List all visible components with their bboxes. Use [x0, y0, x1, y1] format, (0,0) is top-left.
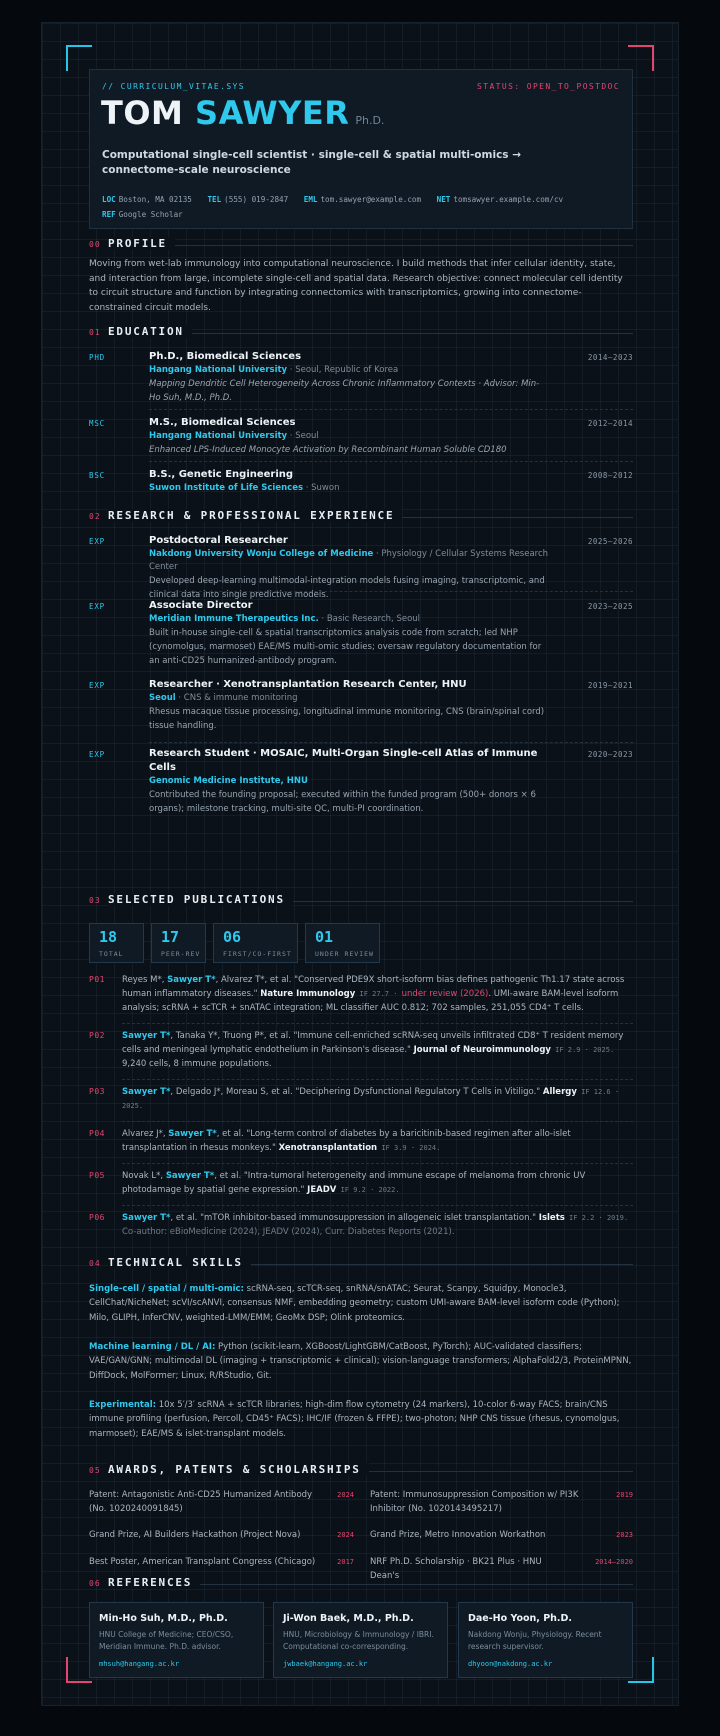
status-badge: STATUS: OPEN_TO_POSTDOC	[477, 82, 620, 91]
divider	[149, 591, 633, 592]
reference-description: HNU College of Medicine; CEO/CSO, Meridian Immune. Ph.D. advisor.	[99, 1630, 234, 1651]
section-awards: 05 AWARDS, PATENTS & SCHOLARSHIPS	[89, 1463, 633, 1479]
section-title: TECHNICAL SKILLS	[108, 1256, 251, 1269]
headline: Computational single-cell scientist · single-cell & spatial multi-omics → connectome-scale neuroscience	[102, 149, 521, 176]
section-profile: 00 PROFILE	[89, 237, 633, 253]
role-title: Research Student · MOSAIC, Multi-Organ Single-cell Atlas of Immune Cells	[149, 748, 538, 773]
organization: Meridian Immune Therapeutics Inc. · Basic Research, Seoul	[149, 614, 421, 624]
role-description: Built in-house single-cell & spatial transcriptomics analysis code from scratch; led NHP (cynomolgus, marmoset) EAE/MS multi-omic studies; oversaw regulatory documentation for an anti-CD25 humanized-antibody program.	[149, 628, 542, 666]
contact-scholar-link[interactable]: REF Google Scholar	[102, 210, 183, 219]
dates: 2014–2023	[587, 353, 633, 362]
section-title: RESEARCH & PROFESSIONAL EXPERIENCE	[108, 509, 402, 522]
page-title	[101, 94, 384, 132]
skill-group-ml: Machine learning / DL / AI: Python (scikit-learn, XGBoost/LightGBM/CatBoost, PyTorch); AUC-validated classifiers; VAE/GAN/GNN; multimodal DL (imaging + transcriptomic + clinical); vision-language transformers; AlphaFold2/3, ProteinMPNN, DiffDock, MolFormer; Linux, R/RStudio, Git.	[89, 1342, 632, 1381]
organization: Nakdong University Wonju College of Medicine · Physiology / Cellular Systems Research Center	[149, 549, 549, 572]
degree: M.S., Biomedical Sciences	[149, 417, 296, 428]
thesis-note: Enhanced LPS-Induced Monocyte Activation by Recombinant Human Soluble CD180	[149, 445, 507, 455]
coauthor-note: Co-author: eBioMedicine (2024), JEADV (2024), Curr. Diabetes Reports (2021).	[122, 1227, 455, 1238]
section-references: 06 REFERENCES	[89, 1576, 633, 1592]
corner-bracket-top-right	[628, 45, 654, 71]
reference-description: Nakdong Wonju, Physiology. Recent research supervisor.	[468, 1630, 602, 1651]
reference-name: Min-Ho Suh, M.D., Ph.D.	[99, 1613, 228, 1624]
dates: 2020–2023	[587, 750, 633, 759]
role-description: Rhesus macaque tissue processing, longitudinal immune monitoring, CNS (brain/spinal cord) tissue handling.	[149, 707, 545, 731]
first-name: TOM	[101, 94, 184, 132]
divider	[122, 1079, 633, 1080]
dates: 2019–2021	[587, 681, 633, 690]
corner-bracket-top-left	[66, 45, 92, 71]
school: Hangang National University · Seoul	[149, 431, 319, 441]
role-title: Postdoctoral Researcher	[149, 535, 288, 546]
award-item: Patent: Immunosuppression Composition w/ PI3K Inhibitor (No. 1020143495217) 2019	[370, 1490, 633, 1514]
section-experience: 02 RESEARCH & PROFESSIONAL EXPERIENCE	[89, 509, 633, 525]
header-card	[89, 69, 633, 229]
role-title: Researcher · Xenotransplantation Research Center, HNU	[149, 679, 467, 690]
award-item: Grand Prize, AI Builders Hackathon (Project Nova) 2024	[89, 1530, 354, 1540]
reference-email[interactable]: jwbaek@hangang.ac.kr	[283, 1660, 368, 1668]
divider	[122, 1121, 633, 1122]
contact-phone[interactable]: TEL (555) 019-2847	[207, 195, 289, 204]
section-title: EDUCATION	[108, 325, 192, 338]
dates: 2023–2025	[587, 602, 633, 611]
stat-under-review: 01 UNDER REVIEW	[305, 923, 380, 963]
sys-label: // CURRICULUM_VITAE.SYS	[102, 82, 245, 91]
role-description: Contributed the founding proposal; executed within the funded program (500+ donors × 6 organs); milestone tracking, multi-site QC, multi-PI coordination.	[149, 790, 536, 814]
organization: Seoul · CNS & immune monitoring	[149, 693, 298, 703]
stat-peer-reviewed: 17 PEER-REV	[151, 923, 206, 963]
credential: Ph.D.	[355, 114, 385, 127]
reference-card	[89, 1602, 264, 1678]
reference-description: HNU, Microbiology & Immunology / IBRI. Computational co-corresponding.	[283, 1630, 434, 1651]
reference-card	[273, 1602, 448, 1678]
school: Hangang National University · Seoul, Republic of Korea	[149, 365, 399, 375]
contact-list	[102, 192, 622, 222]
award-item: Patent: Antagonistic Anti-CD25 Humanized Antibody (No. 1020240091845) 2024	[89, 1490, 354, 1514]
award-item: Grand Prize, Metro Innovation Workathon 2023	[370, 1530, 633, 1540]
contact-location: LOC Boston, MA 02135	[102, 195, 192, 204]
divider	[122, 1205, 633, 1206]
organization: Genomic Medicine Institute, HNU	[149, 776, 308, 786]
section-education: 01 EDUCATION	[89, 325, 633, 341]
skill-group-omics: Single-cell / spatial / multi-omic: scRNA-seq, scTCR-seq, snRNA/snATAC; Seurat, Scanpy, Squidpy, Monocle3, CellChat/NicheNet; scVI/scANVI, consensus NMF, embedding geometry; custom UMI-aware BAM-level isoform code (Python); Milo, GLIPH, InferCNV, weighted-LMM/EMM; GeoMx DSP; Olink proteomics.	[89, 1284, 620, 1323]
section-publications: 03 SELECTED PUBLICATIONS	[89, 893, 633, 909]
stat-total: 18 TOTAL	[89, 923, 144, 963]
role-title: Associate Director	[149, 600, 253, 611]
section-title: REFERENCES	[108, 1576, 200, 1589]
last-name: SAWYER	[195, 94, 350, 132]
reference-name: Dae-Ho Yoon, Ph.D.	[468, 1613, 573, 1624]
divider	[149, 742, 633, 743]
contact-website[interactable]: NET tomsawyer.example.com/cv	[436, 195, 564, 204]
reference-email[interactable]: dhyoon@nakdong.ac.kr	[468, 1660, 553, 1668]
reference-card	[458, 1602, 633, 1678]
role-description: Developed deep-learning multimodal-integration models fusing imaging, transcriptomic, and clinical data into single predictive models.	[149, 576, 545, 600]
section-title: PROFILE	[108, 237, 175, 250]
degree: Ph.D., Biomedical Sciences	[149, 351, 302, 362]
thesis-note: Mapping Dendritic Cell Heterogeneity Across Chronic Inflammatory Contexts · Advisor: Min-Ho Suh, M.D., Ph.D.	[149, 379, 540, 403]
reference-name: Ji-Won Baek, M.D., Ph.D.	[283, 1613, 414, 1624]
degree: B.S., Genetic Engineering	[149, 469, 294, 480]
resume-sheet: // CURRICULUM_VITAE.SYS STATUS: OPEN_TO_POSTDOC TOM SAWYER Ph.D. Computational single-cell scientist · single-cell & spatial multi-omics → connectome-scale neuroscience LOC Boston, MA 02135 TEL (555) 019-2847 EML tom.sawyer@example.com NET tomsawyer.example.com/cv REF Google Scholar 00 PROFILE Moving from wet-lab immunology into computational neuroscience. I build methods that infer cellular identity, state, and interaction from large, incomplete single-cell and spatial data. Research objective: connect molecular cell identity to circuit structure and function by integrating connectomics with transcriptomics, growing into connectome-constrained circuit models. 01 EDUCATION PHD Ph.D., Biomedical Sciences Hangang National University · Seoul, Republic of Korea Mapping Dendritic Cell Heterogeneity Across Chronic Inflammatory Contexts · Advisor: Min-Ho Suh, M.D., Ph.D. 2014–2023 MSC M.S., Biomedical Sciences Hangang National University · Seoul Enhanced LPS-Induced Monocyte Activation by Recombinant Human Soluble CD180 2012–2014 BSC B.S., Genetic Engineering Suwon Institute of Life Sciences · Suwon 2008–2012 02 RESEARCH & PROFESSIONAL EXPERIENCE EXP Postdoctoral Researcher Nakdong University Wonju College of Medicine · Physiology / Cellular Systems Research Center Developed deep-learning multimodal-integration models fusing imaging, transcriptomic, and clinical data into single predictive models. 2025–2026 EXP Associate Director Meridian Immune Therapeutics Inc. · Basic Research, Seoul Built in-house single-cell & spatial transcriptomics analysis code from scratch; led NHP (cynomolgus, marmoset) EAE/MS multi-omic studies; oversaw regulatory documentation for an anti-CD25 humanized-antibody program. 2023–2025 EXP Researcher · Xenotransplantation Research Center, HNU Seoul · CNS & immune monitoring Rhesus macaque tissue processing, longitudinal immune monitoring, CNS (brain/spinal cord) tissue handling. 2019–2021 EXP Research Student · MOSAIC, Multi-Organ Single-cell Atlas of Immune Cells Genomic Medicine Institute, HNU Contributed the founding proposal; executed within the funded program (500+ donors × 6 organs); milestone tracking, multi-site QC, multi-PI coordination. 2020–2023 03 SELECTED PUBLICATIONS 18 TOTAL 17 PEER-REV 06 FIRST/CO-FIRST 01 UNDER REVIEW P01 Reyes M*, Sawyer T*, Alvarez T*, et al. "Conserved PDE9X short-isoform bias defines pathogenic Th1.17 state across human inflammatory diseases." Nature Immunology IF 27.7 · under review (2026). UMI-aware BAM-level isoform analysis; scRNA + scTCR + snATAC integration; ML classifier AUC 0.812; 702 samples, 251,055 CD4⁺ T cells. P02 Sawyer T*, Tanaka Y*, Truong P*, et al. "Immune cell-enriched scRNA-seq unveils infiltrated CD8⁺ T resident memory cells and meningeal lymphatic endothelium in Parkinson's disease." Journal of Neuroimmunology IF 2.9 · 2025. 9,240 cells, 8 immune populations. P03 Sawyer T*, Delgado J*, Moreau S, et al. "Deciphering Dysfunctional Regulatory T Cells in Vitiligo." Allergy IF 12.6 · 2025. P04 Alvarez J*, Sawyer T*, et al. "Long-term control of diabetes by a baricitinib-based regimen after allo-islet transplantation in rhesus monkeys." Xenotransplantation IF 3.9 · 2024. P05 Novak L*, Sawyer T*, et al. "Intra-tumoral heterogeneity and immune escape of melanoma from chronic UV photodamage by spatial gene expression." JEADV IF 9.2 · 2022. P06 Sawyer T*, et al. "mTOR inhibitor-based immunosuppression in allogeneic islet transplantation." Islets IF 2.2 · 2019. Co-author: eBioMedicine (2024), JEADV (2024), Curr. Diabetes Reports (2021). 04 TECHNICAL SKILLS Single-cell / spatial / multi-omic: scRNA-seq, scTCR-seq, snRNA/snATAC; Seurat, Scanpy, Squidpy, Monocle3, CellChat/NicheNet; scVI/scANVI, consensus NMF, embedding geometry; custom UMI-aware BAM-level isoform code (Python); Milo, GLIPH, InferCNV, weighted-LMM/EMM; GeoMx DSP; Olink proteomics. Machine learning / DL / AI: Python (scikit-learn, XGBoost/LightGBM/CatBoost, PyTorch); AUC-validated classifiers; VAE/GAN/GNN; multimodal DL (imaging + transcriptomic + clinical); vision-language transformers; AlphaFold2/3, ProteinMPNN, DiffDock, MolFormer; Linux, R/RStudio, Git. Experimental: 10x 5′/3′ scRNA + scTCR libraries; high-dim flow cytometry (24 markers), 10-color 6-way FACS; brain/CNS immune profiling (perfusion, Percoll, CD45⁺ FACS); IHC/IF (frozen & FFPE); two-photon; NHP CNS tissue (rhesus, cynomolgus, marmoset); EAE/MS & islet-transplant models. 05 AWARDS, PATENTS & SCHOLARSHIPS Patent: Antagonistic Anti-CD25 Humanized Antibody (No. 1020240091845) 2024 Patent: Immunosuppression Composition w/ PI3K Inhibitor (No. 1020143495217) 2019 Grand Prize, AI Builders Hackathon (Project Nova) 2024 Grand Prize, Metro Innovation Workathon 2023 Best Poster, American Transplant Congress (Chicago) 2017 NRF Ph.D. Scholarship · BK21 Plus · HNU Dean's 2014–2020 06 REFERENCES Min-Ho Suh, M.D., Ph.D. HNU College of Medicine; CEO/CSO, Meridian Immune. Ph.D. advisor. mhsuh@hangang.ac.kr Ji-Won Baek, M.D., Ph.D. HNU, Microbiology & Immunology / IBRI. Computational co-corresponding. jwbaek@hangang.ac.kr Dae-Ho Yoon, Ph.D. Nakdong Wonju, Physiology. Recent research supervisor. dhyoon@nakdong.ac.kr	[41, 22, 679, 1706]
divider	[149, 409, 633, 410]
school: Suwon Institute of Life Sciences · Suwon	[149, 483, 340, 493]
skill-group-experimental: Experimental: 10x 5′/3′ scRNA + scTCR libraries; high-dim flow cytometry (24 markers), 10-color 6-way FACS; brain/CNS immune profiling (perfusion, Percoll, CD45⁺ FACS); IHC/IF (frozen & FFPE); two-photon; NHP CNS tissue (rhesus, cynomolgus, marmoset); EAE/MS & islet-transplant models.	[89, 1400, 620, 1439]
dates: 2008–2012	[587, 471, 633, 480]
award-item: Best Poster, American Transplant Congress (Chicago) 2017	[89, 1557, 354, 1567]
dates: 2012–2014	[587, 419, 633, 428]
dates: 2025–2026	[587, 537, 633, 546]
section-title: AWARDS, PATENTS & SCHOLARSHIPS	[108, 1463, 369, 1476]
contact-email[interactable]: EML tom.sawyer@example.com	[303, 195, 422, 204]
section-title: SELECTED PUBLICATIONS	[108, 893, 293, 906]
divider	[122, 1163, 633, 1164]
stat-first-author: 06 FIRST/CO-FIRST	[213, 923, 298, 963]
divider	[149, 461, 633, 462]
section-skills: 04 TECHNICAL SKILLS	[89, 1256, 633, 1272]
profile-text: Moving from wet-lab immunology into computational neuroscience. I build methods that infer cellular identity, state, and interaction from large, incomplete single-cell and spatial data. Research objective: connect molecular cell identity to circuit structure and function by integrating connectomics with transcriptomics, growing into connectome-constrained circuit models.	[89, 259, 623, 313]
award-item: NRF Ph.D. Scholarship · BK21 Plus · HNU Dean's 2014–2020	[370, 1557, 633, 1581]
reference-email[interactable]: mhsuh@hangang.ac.kr	[99, 1660, 180, 1668]
divider	[122, 1023, 633, 1024]
